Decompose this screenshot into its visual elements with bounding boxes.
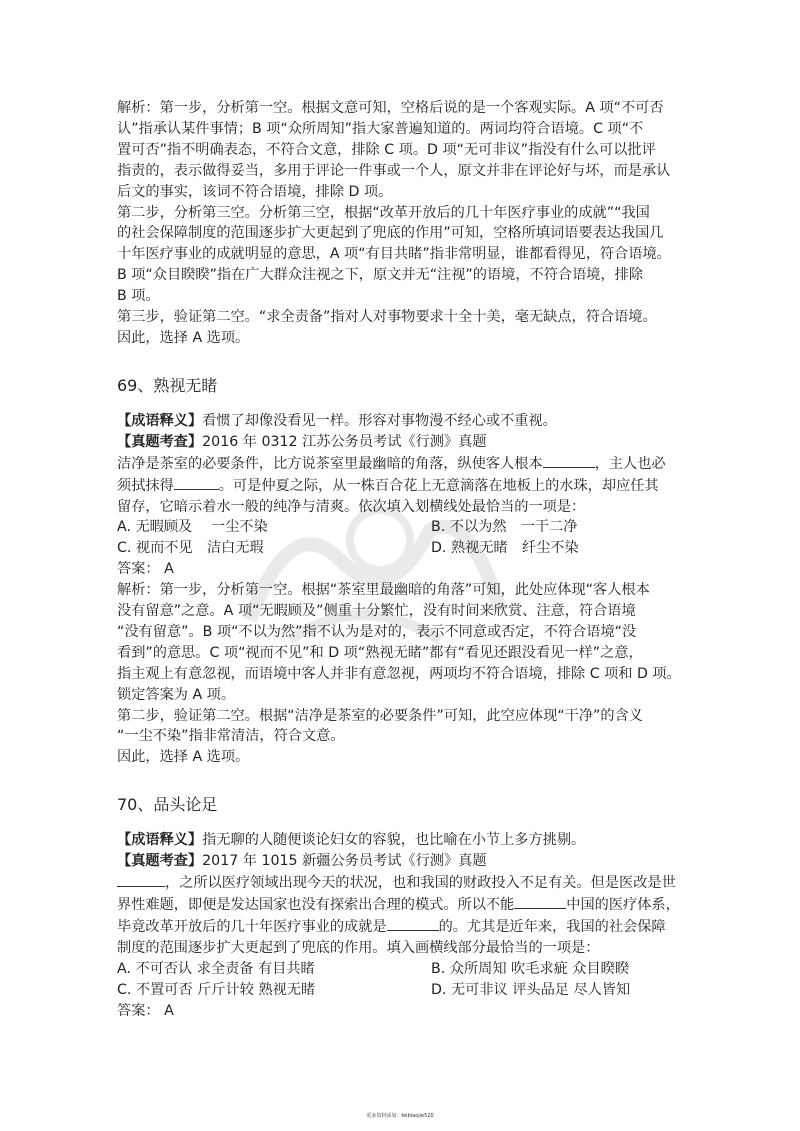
question-stem: 留存，它暗示着水一般的纯净与清爽。依次填入划横线处最恰当的一项是：: [117, 498, 586, 515]
option-a: A. 不可否认 求全责备 有目共睹: [117, 960, 315, 977]
text-line: 认”指承认某件事情；B 项“众所周知”指大家普遍知道的。两词均符合语境。C 项“不: [117, 120, 644, 137]
option-c: C. 视而不见 洁白无瑕: [117, 540, 264, 557]
exam-source: 【真题考查】2016 年 0312 江苏公务员考试《行测》真题: [117, 433, 487, 450]
document-body: [117, 98, 687, 1021]
idiom-meaning: 【成语释义】看惯了却像没看见一样。形容对事物漫不经心或不重视。: [117, 412, 557, 429]
text-line: 没有留意”之意。A 项“无暇顾及”侧重十分繁忙，没有时间来欣赏、注意，符合语境: [117, 603, 636, 620]
text-line: 十年医疗事业的成就明显的意思，A 项“有目共睹”指非常明显，谁都看得见，符合语境。: [117, 246, 671, 263]
answer-options: [117, 517, 687, 559]
option-d: D. 熟视无睹 纤尘不染: [431, 540, 579, 557]
option-c: C. 不置可否 斤斤计较 熟视无睹: [117, 981, 316, 998]
option-d: D. 无可非议 评头品足 尽人皆知: [431, 981, 631, 998]
text-line: 后文的事实，该词不符合语境，排除 D 项。: [117, 183, 393, 200]
page-footer: 更多资料添加：feibiaojie520: [366, 1113, 434, 1119]
text-line: B 项。: [117, 288, 160, 305]
text-line: 锁定答案为 A 项。: [117, 686, 236, 703]
text-line: 看到”的意思。C 项“视而不见”和 D 项“熟视无睹”都有“看见还跟没看见一样”之意，: [117, 644, 643, 661]
text-line: “一尘不染”指非常清洁，符合文意。: [117, 728, 345, 745]
question-heading: 70、品头论足: [117, 795, 218, 815]
answer: 答案： A: [117, 561, 174, 578]
text-line: 的社会保障制度的范围逐步扩大更起到了兜底的作用”可知，空格所填词语要表达我国几: [117, 225, 664, 242]
text-line: 置可否”指不明确表态，不符合文意，排除 C 项。D 项“无可非议”指没有什么可以批评: [117, 141, 656, 158]
question-stem: 界性难题，即便是发达国家也没有探索出合理的模式。所以不能 中国的医疗体系，: [117, 894, 687, 916]
text-line: B 项“众目睽睽”指在广大群众注视之下，原文并无“注视”的语境，不符合语境，排除: [117, 267, 644, 284]
question-stem: 毕竟改革开放后的几十年医疗事业的成就是 的。尤其是近年来，我国的社会保障: [117, 916, 687, 938]
option-a: A. 无暇顾及 一尘不染: [117, 519, 268, 536]
text-line: 解析：第一步，分析第一空。根据文意可知，空格后说的是一个客观实际。A 项“不可否: [117, 100, 664, 116]
question-stem: 须拭抹得 。可是仲夏之际，从一株百合花上无意滴落在地板上的水珠，却应任其: [117, 475, 687, 497]
option-b: B. 不以为然 一干二净: [431, 519, 578, 536]
text-line: 因此，选择 A 选项。: [117, 329, 250, 346]
question-69: [117, 375, 687, 768]
text-line: 第三步，验证第二空。“求全责备”指对人对事物要求十全十美，毫无缺点，符合语境。: [117, 309, 657, 326]
question-heading: 69、熟视无睹: [117, 375, 218, 395]
text-line: 第二步，分析第三空。分析第三空，根据“改革开放后的几十年医疗事业的成就”“我国: [117, 204, 650, 221]
question-stem: 制度的范围逐步扩大更起到了兜底的作用。填入画横线部分最恰当的一项是：: [117, 939, 600, 956]
exam-source: 【真题考查】2017 年 1015 新疆公务员考试《行测》真题: [117, 853, 487, 870]
question-stem: 洁净是茶室的必要条件，比方说茶室里最幽暗的角落，纵使客人根本 ，主人也必: [117, 453, 687, 475]
answer-options: [117, 959, 687, 1001]
question-stem: ，之所以医疗领域出现今天的状况，也和我国的财政投入不足有关。但是医改是世: [117, 872, 687, 894]
text-line: 指主观上有意忽视，而语境中客人并非有意忽视，两项均不符合语境，排除 C 项和 D 项。: [117, 665, 681, 682]
text-line: 第二步，验证第二空。根据“洁净是茶室的必要条件”可知，此空应体现“干净”的含义: [117, 707, 643, 724]
text-line: 指责的，表示做得妥当，多用于评论一件事或一个人，原文并非在评论好与坏，而是承认: [117, 162, 671, 179]
text-line: 解析：第一步，分析第一空。根据“茶室里最幽暗的角落”可知，此处应体现“客人根本: [117, 582, 650, 599]
question-70: [117, 794, 687, 1021]
answer: 答案： A: [117, 1002, 174, 1019]
idiom-meaning: 【成语释义】指无聊的人随便谈论妇女的容貌，也比喻在小节上多方挑剔。: [117, 832, 586, 849]
text-line: “没有留意”。B 项“不以为然”指不认为是对的，表示不同意或否定，不符合语境“没: [117, 623, 637, 640]
option-b: B. 众所周知 吹毛求疵 众目睽睽: [431, 960, 630, 977]
analysis-block-68: [117, 98, 687, 349]
text-line: 因此，选择 A 选项。: [117, 749, 250, 766]
